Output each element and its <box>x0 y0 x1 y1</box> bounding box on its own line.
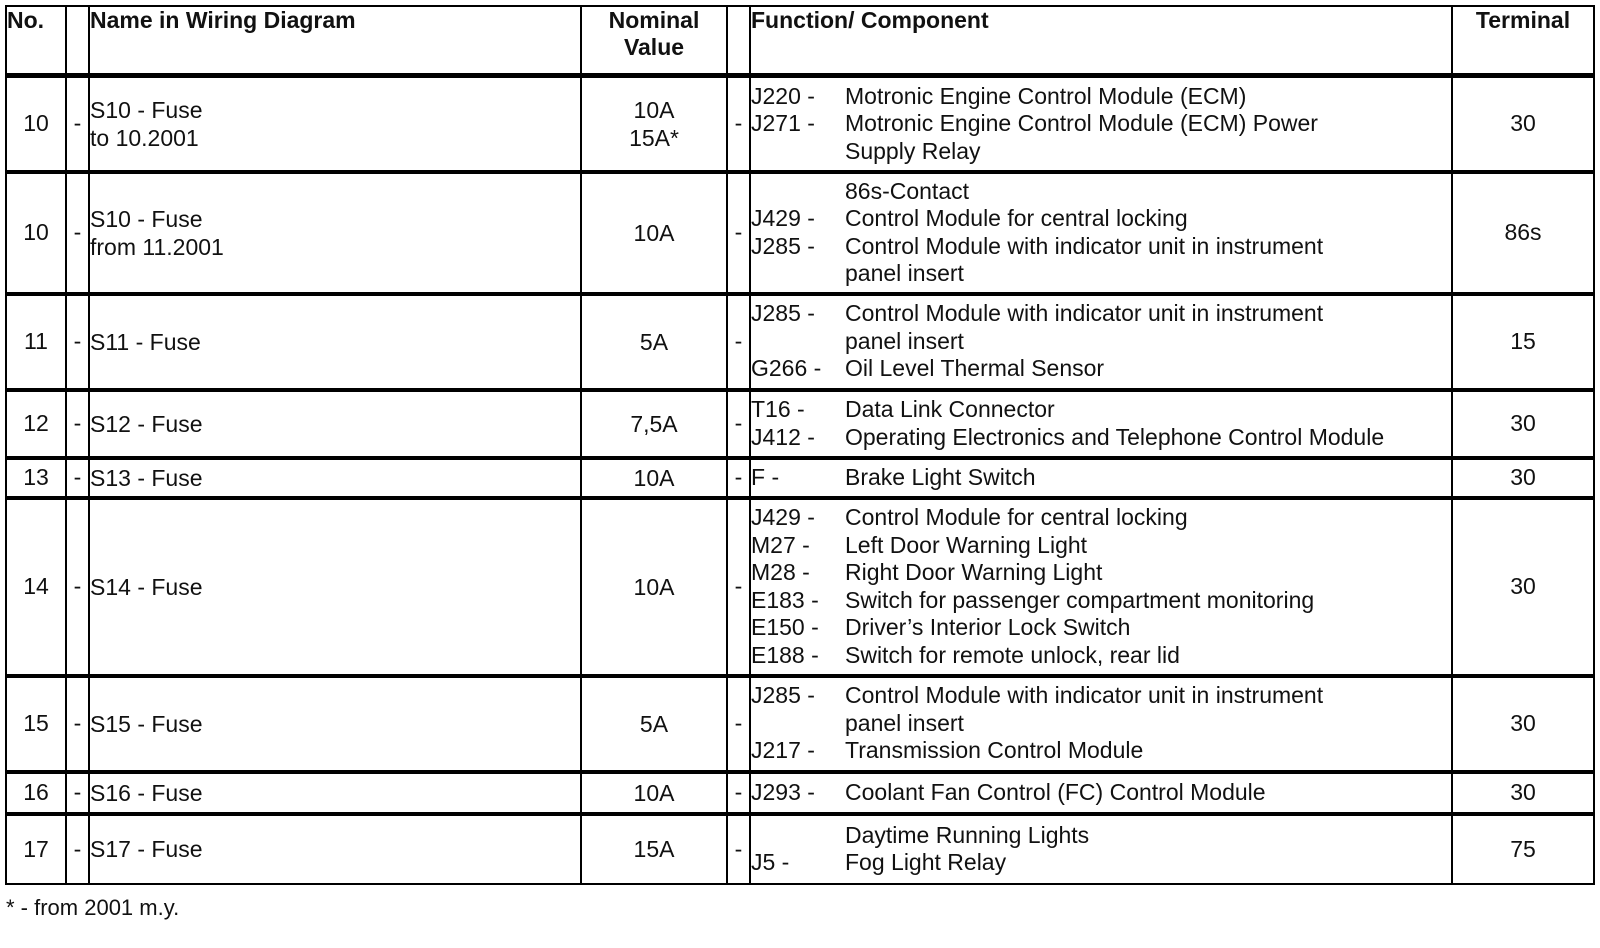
row-dash: - <box>66 390 89 458</box>
fuse-name-line1: S10 - Fuse <box>90 96 203 123</box>
row-number: 10 <box>6 76 66 172</box>
component-code <box>751 328 845 356</box>
table-row <box>6 76 1594 172</box>
fuse-name-line2: to 10.2001 <box>90 124 199 151</box>
fuse-name <box>89 676 581 772</box>
component-code: J5 - <box>751 849 790 875</box>
component-description: panel insert <box>845 327 964 354</box>
header-name: Name in Wiring Diagram <box>89 6 581 76</box>
fuse-name-line1: S10 - Fuse <box>90 205 203 232</box>
nominal-value <box>581 172 727 294</box>
component-description: Supply Relay <box>845 137 981 164</box>
nominal-value-line1: 15A <box>633 836 675 862</box>
component-code: J412 - <box>751 423 815 450</box>
nominal-value-line1: 5A <box>639 710 669 737</box>
function-components <box>750 458 1452 498</box>
table-header-row <box>6 6 1594 76</box>
row-number: 12 <box>6 390 66 458</box>
nominal-value <box>581 458 727 498</box>
component-line <box>751 424 1451 452</box>
component-code: E188 - <box>751 641 819 668</box>
row-number: 11 <box>6 294 66 390</box>
header-spacer-2 <box>727 6 750 76</box>
component-line <box>751 822 1451 850</box>
component-line <box>751 642 1451 670</box>
nominal-value-line1: 10A <box>633 96 675 123</box>
terminal: 30 <box>1452 676 1594 772</box>
fuse-name <box>89 294 581 390</box>
component-line <box>751 849 1451 877</box>
component-description: Control Module with indicator unit in instrument <box>845 682 1324 709</box>
component-description: Motronic Engine Control Module (ECM) <box>845 82 1247 109</box>
component-line <box>751 138 1451 166</box>
fuse-name <box>89 390 581 458</box>
component-line <box>751 396 1451 424</box>
nominal-value-line1: 10A <box>633 779 675 806</box>
nominal-value <box>581 814 727 884</box>
nominal-value-line2: 15A* <box>629 124 679 151</box>
nominal-value <box>581 390 727 458</box>
header-nominal <box>581 6 727 76</box>
component-line <box>751 504 1451 532</box>
component-line <box>751 260 1451 288</box>
nominal-value-line1: 10A <box>633 219 675 246</box>
fuse-name-line1: S14 - Fuse <box>90 573 203 600</box>
fuse-name <box>89 814 581 884</box>
row-dash: - <box>66 172 89 294</box>
header-nominal-line1: Nominal <box>608 7 700 33</box>
nominal-value <box>581 76 727 172</box>
component-description: Control Module for central locking <box>845 205 1188 231</box>
function-components <box>750 772 1452 814</box>
component-line <box>751 614 1451 642</box>
component-description: Control Module with indicator unit in instrument <box>845 232 1324 259</box>
component-line <box>751 355 1451 383</box>
fuse-table-sheet <box>5 5 1593 885</box>
terminal: 30 <box>1452 76 1594 172</box>
function-components <box>750 498 1452 676</box>
component-code: J285 - <box>751 300 815 327</box>
nominal-value <box>581 498 727 676</box>
fuse-name-line1: S17 - Fuse <box>90 836 203 862</box>
component-code: J271 - <box>751 110 815 136</box>
component-code <box>751 178 845 206</box>
nominal-value <box>581 772 727 814</box>
row-dash: - <box>66 676 89 772</box>
fuse-name-line1: S15 - Fuse <box>90 710 203 737</box>
component-code: F - <box>751 463 780 490</box>
fuse-name <box>89 772 581 814</box>
table-row <box>6 294 1594 390</box>
component-code: J429 - <box>751 205 815 231</box>
terminal: 30 <box>1452 772 1594 814</box>
header-function: Function/ Component <box>750 6 1452 76</box>
function-dash: - <box>727 772 750 814</box>
component-description: Data Link Connector <box>845 396 1055 422</box>
component-description: Transmission Control Module <box>845 737 1144 764</box>
component-code: J220 - <box>751 82 815 109</box>
function-components <box>750 172 1452 294</box>
function-dash: - <box>727 172 750 294</box>
terminal: 30 <box>1452 458 1594 498</box>
component-code: M27 - <box>751 531 810 558</box>
row-dash: - <box>66 814 89 884</box>
component-code <box>751 710 845 738</box>
component-line <box>751 587 1451 615</box>
table-row <box>6 498 1594 676</box>
component-line <box>751 532 1451 560</box>
fuse-assignment-table <box>5 5 1595 885</box>
function-dash: - <box>727 458 750 498</box>
component-line <box>751 779 1451 807</box>
component-line <box>751 559 1451 587</box>
table-row <box>6 772 1594 814</box>
row-dash: - <box>66 458 89 498</box>
row-number: 10 <box>6 172 66 294</box>
component-description: Fog Light Relay <box>845 849 1007 875</box>
fuse-name <box>89 172 581 294</box>
component-description: Motronic Engine Control Module (ECM) Power <box>845 110 1318 136</box>
component-code: T16 - <box>751 396 805 422</box>
header-no: No. <box>6 6 66 76</box>
component-line <box>751 205 1451 233</box>
component-code: M28 - <box>751 559 810 585</box>
table-body <box>6 76 1594 884</box>
row-number: 17 <box>6 814 66 884</box>
nominal-value <box>581 294 727 390</box>
nominal-value-line1: 10A <box>633 573 675 600</box>
component-line <box>751 682 1451 710</box>
header-terminal: Terminal <box>1452 6 1594 76</box>
fuse-name-line1: S13 - Fuse <box>90 464 203 491</box>
row-number: 14 <box>6 498 66 676</box>
table-row <box>6 458 1594 498</box>
row-dash: - <box>66 498 89 676</box>
component-description: Switch for remote unlock, rear lid <box>845 641 1180 668</box>
function-dash: - <box>727 294 750 390</box>
terminal: 15 <box>1452 294 1594 390</box>
fuse-name-line1: S11 - Fuse <box>90 328 201 355</box>
fuse-name <box>89 76 581 172</box>
row-number: 15 <box>6 676 66 772</box>
component-code: G266 - <box>751 355 822 382</box>
function-components <box>750 76 1452 172</box>
component-code: J429 - <box>751 504 815 530</box>
component-code: J285 - <box>751 232 815 259</box>
terminal: 30 <box>1452 390 1594 458</box>
component-line <box>751 233 1451 261</box>
function-components <box>750 814 1452 884</box>
function-dash: - <box>727 676 750 772</box>
nominal-value-line1: 10A <box>633 464 675 491</box>
fuse-name <box>89 498 581 676</box>
fuse-name <box>89 458 581 498</box>
function-dash: - <box>727 390 750 458</box>
nominal-value <box>581 676 727 772</box>
component-description: Control Module with indicator unit in instrument <box>845 300 1324 327</box>
component-description: Driver’s Interior Lock Switch <box>845 614 1131 640</box>
component-code: J293 - <box>751 778 815 805</box>
component-code: E150 - <box>751 614 819 640</box>
fuse-name-line1: S12 - Fuse <box>90 410 203 437</box>
terminal: 75 <box>1452 814 1594 884</box>
table-row <box>6 814 1594 884</box>
terminal: 86s <box>1452 172 1594 294</box>
component-description: Control Module for central locking <box>845 504 1188 530</box>
component-description: 86s-Contact <box>845 177 970 204</box>
component-line <box>751 110 1451 138</box>
nominal-value-line1: 5A <box>639 328 669 355</box>
component-code <box>751 822 845 850</box>
fuse-name-line2: from 11.2001 <box>90 233 224 260</box>
row-number: 16 <box>6 772 66 814</box>
component-line <box>751 737 1451 765</box>
component-description: Switch for passenger compartment monitoring <box>845 586 1315 613</box>
table-row <box>6 172 1594 294</box>
component-code <box>751 260 845 288</box>
function-dash: - <box>727 498 750 676</box>
function-components <box>750 294 1452 390</box>
footnote: * - from 2001 m.y. <box>6 895 180 920</box>
row-dash: - <box>66 76 89 172</box>
component-line <box>751 328 1451 356</box>
component-line <box>751 464 1451 492</box>
component-description: Left Door Warning Light <box>845 531 1088 558</box>
component-description: Brake Light Switch <box>845 463 1036 490</box>
header-spacer-1 <box>66 6 89 76</box>
component-description: Right Door Warning Light <box>845 559 1103 585</box>
component-description: panel insert <box>845 709 964 736</box>
function-dash: - <box>727 76 750 172</box>
table-row <box>6 390 1594 458</box>
component-line <box>751 178 1451 206</box>
component-code: J217 - <box>751 737 815 764</box>
terminal: 30 <box>1452 498 1594 676</box>
component-line <box>751 300 1451 328</box>
table-row <box>6 676 1594 772</box>
component-description: Operating Electronics and Telephone Control Module <box>845 423 1385 450</box>
component-description: panel insert <box>845 260 964 286</box>
fuse-name-line1: S16 - Fuse <box>90 779 203 806</box>
nominal-value-line1: 7,5A <box>630 410 678 437</box>
function-dash: - <box>727 814 750 884</box>
component-line <box>751 710 1451 738</box>
component-code: J285 - <box>751 682 815 709</box>
component-description: Oil Level Thermal Sensor <box>845 355 1105 382</box>
row-dash: - <box>66 294 89 390</box>
row-number: 13 <box>6 458 66 498</box>
component-description: Coolant Fan Control (FC) Control Module <box>845 778 1266 805</box>
row-dash: - <box>66 772 89 814</box>
component-description: Daytime Running Lights <box>845 821 1090 848</box>
component-line <box>751 83 1451 111</box>
function-components <box>750 390 1452 458</box>
component-code <box>751 138 845 166</box>
header-nominal-line2: Value <box>623 34 685 60</box>
function-components <box>750 676 1452 772</box>
component-code: E183 - <box>751 586 819 613</box>
